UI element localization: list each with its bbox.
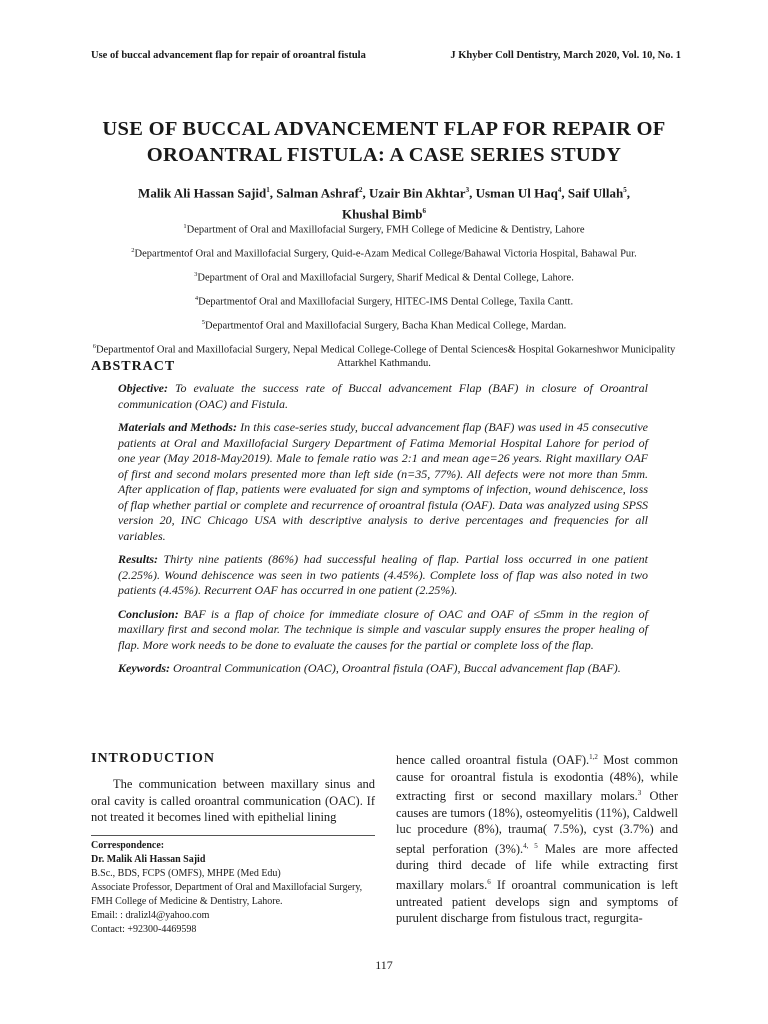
affiliation-marker: 1 — [183, 223, 187, 230]
affiliation — [80, 316, 688, 333]
citation-marker: 4, 5 — [523, 841, 538, 850]
introduction-heading: INTRODUCTION — [91, 751, 216, 766]
correspondence-name: Dr. Malik Ali Hassan Sajid — [91, 854, 206, 865]
intro-text-run: Most common cause for oroantral fistula is exodontia (48%), while extracting first or second maxillary molars. — [396, 753, 678, 804]
affiliation — [80, 268, 688, 285]
affiliation-text: Department of Oral and Maxillofacial Surgery, Sharif Medical & Dental College, Lahore. — [197, 272, 574, 284]
author-name: Saif Ullah — [567, 185, 624, 201]
abstract-objective — [118, 381, 648, 412]
running-header-right: J Khyber Coll Dentistry, March 2020, Vol. 10, No. 1 — [450, 50, 681, 61]
affiliation-text: Department of Oral and Maxillofacial Surgery, FMH College of Medicine & Dentistry, Lahore — [186, 224, 585, 236]
conclusion-text: BAF is a flap of choice for immediate closure of OAC and OAF of ≤5mm in the region of maxillary first and second molar. The technique is simple and vascular supply ensures the proper healing of flap. More work needs to be done to evaluate the causes for the partial or complete loss of the flap. — [118, 606, 648, 652]
correspondence-position: Associate Professor, Department of Oral and Maxillofacial Surgery, FMH College of Medicine & Dentistry, Lahore. — [91, 882, 363, 907]
author-affiliation-marker: 6 — [422, 207, 427, 216]
affiliation — [80, 244, 688, 261]
affiliation-marker: 4 — [194, 295, 199, 302]
objective-text: To evaluate the success rate of Buccal advancement Flap (BAF) in closure of Oroantral communication (OAC) and Fistula. — [118, 381, 649, 411]
affiliation-marker: 3 — [194, 271, 198, 278]
correspondence-degrees: B.Sc., BDS, FCPS (OMFS), MHPE (Med Edu) — [91, 868, 281, 879]
affiliation-marker: 6 — [92, 343, 96, 350]
author-name: Usman Ul Haq — [475, 185, 558, 201]
results-label: Results: — [118, 552, 159, 566]
page-number: 117 — [375, 958, 393, 972]
abstract-results — [118, 552, 648, 599]
intro-text-run: If oroantral communication is left untreated patient develops sign and symptoms of purulent discharge from fistulous tract, regurgita- — [396, 878, 679, 926]
intro-right-column — [396, 749, 678, 927]
article-title — [80, 116, 688, 168]
abstract-body — [118, 381, 648, 685]
methods-label: Materials and Methods: — [118, 420, 237, 434]
affiliation-marker: 2 — [131, 247, 135, 254]
citation-marker: 6 — [487, 877, 491, 886]
abstract-heading: ABSTRACT — [91, 359, 176, 374]
author-affiliation-marker: 4 — [557, 186, 562, 194]
author-affiliation-marker: 2 — [359, 186, 363, 194]
title-line-2: OROANTRAL FISTULA: A CASE SERIES STUDY — [146, 144, 622, 166]
intro-text-run: Males are more affected during third decade of life while extracting first maxillary molars. — [396, 841, 678, 893]
affiliation-text: Departmentof Oral and Maxillofacial Surgery, Bacha Khan Medical College, Mardan. — [204, 320, 567, 332]
author-name: Salman Ashraf — [276, 185, 359, 201]
conclusion-label: Conclusion: — [118, 606, 179, 621]
author-name: Uzair Bin Akhtar — [369, 185, 466, 201]
author-list: Malik Ali Hassan Sajid$^1$, Salman Ashraf$^2$, Uzair Bin Akhtar$^3$, Usman Ul Haq$^4$, Saif Ullah$^5$, Khushal Bimb$^6$ — [138, 185, 630, 222]
correspondence-email: Email: : dralizl4@yahoo.com — [91, 910, 210, 921]
intro-text-run: hence called oroantral fistula (OAF). — [396, 753, 590, 768]
author-name: Khushal Bimb — [341, 206, 423, 222]
intro-text-run: Other causes are tumors (18%), osteomyelitis (11%), Caldwell luc procedure (8%), trauma( 7.5%), cyst (3.7%) and septal perforation (3%). — [396, 789, 679, 856]
abstract-methods — [118, 420, 648, 544]
keywords-label: Keywords: — [118, 661, 170, 675]
author-name: Malik Ali Hassan Sajid — [138, 185, 267, 201]
running-header-left: Use of buccal advancement flap for repair of oroantral fistula — [91, 50, 366, 61]
keywords-text: Oroantral Communication (OAC), Oroantral fistula (OAF), Buccal advancement flap (BAF). — [173, 661, 621, 675]
affiliation-text: Departmentof Oral and Maxillofacial Surgery, HITEC-IMS Dental College, Taxila Cantt. — [198, 296, 574, 308]
affiliation-marker: 5 — [201, 319, 205, 326]
results-text: Thirty nine patients (86%) had successful healing of flap. Partial loss occurred in one patient (2.25%). Wound dehiscence was seen in two patients (4.45%). Complete loss of flap was also noted in two patients (4.45%). Recurrent OAF has occurred in one patient (2.25%). — [118, 552, 648, 597]
intro-paragraph-continued — [396, 749, 678, 927]
footnote-divider — [91, 835, 375, 836]
author-affiliation-marker: 5 — [623, 186, 627, 194]
correspondence-label: Correspondence: — [91, 840, 165, 851]
author-affiliation-marker: 3 — [465, 186, 470, 194]
title-line-1: USE OF BUCCAL ADVANCEMENT FLAP FOR REPAIR OF — [102, 118, 666, 140]
running-header — [91, 50, 681, 61]
affiliation-list — [80, 220, 688, 377]
intro-left-column — [91, 776, 375, 826]
abstract-conclusion — [118, 607, 648, 654]
affiliation — [80, 220, 688, 237]
citation-marker: 3 — [637, 789, 642, 798]
correspondence-block — [91, 839, 381, 937]
intro-paragraph-1: The communication between maxillary sinus and oral cavity is called oroantral communication (OAC). If not treated it becomes lined with epithelial lining — [91, 777, 375, 824]
correspondence-contact: Contact: +92300-4469598 — [91, 924, 197, 935]
author-affiliation-marker: 1 — [266, 186, 270, 194]
objective-label: Objective: — [118, 381, 168, 395]
citation-marker: 1,2 — [589, 753, 598, 761]
methods-text: In this case-series study, buccal advancement flap (BAF) was used in 45 consecutive patients at Oral and Maxillofacial Surgery Department of Fatima Memorial Hospital Lahore for period of one year (May 2018-May2019). Male to female ratio was 2:1 and mean age=26 years. Right maxillary OAF of first and second molars presented more than left side (n=35, 77%). All defects were not more than 5mm. After application of flap, patients were evaluated for sign and symptoms of infection, wound dehiscence, loss of flap whether partial or complete and recurrence of oroantral fistula (OAF). Data was analyzed using SPSS version 20, INC Chicago USA with descriptive analysis to derive percentages and frequencies for all variables. — [118, 420, 649, 543]
affiliation-text: Departmentof Oral and Maxillofacial Surgery, Nepal Medical College-College of Dental Sciences& Hospital Gokarneshwor Municipality Attarkhel Kathmandu. — [95, 344, 676, 369]
affiliation-text: Departmentof Oral and Maxillofacial Surgery, Quid-e-Azam Medical College/Bahawal Victoria Hospital, Bahawal Pur. — [134, 248, 637, 260]
abstract-keywords — [118, 661, 648, 677]
affiliation — [80, 292, 688, 309]
